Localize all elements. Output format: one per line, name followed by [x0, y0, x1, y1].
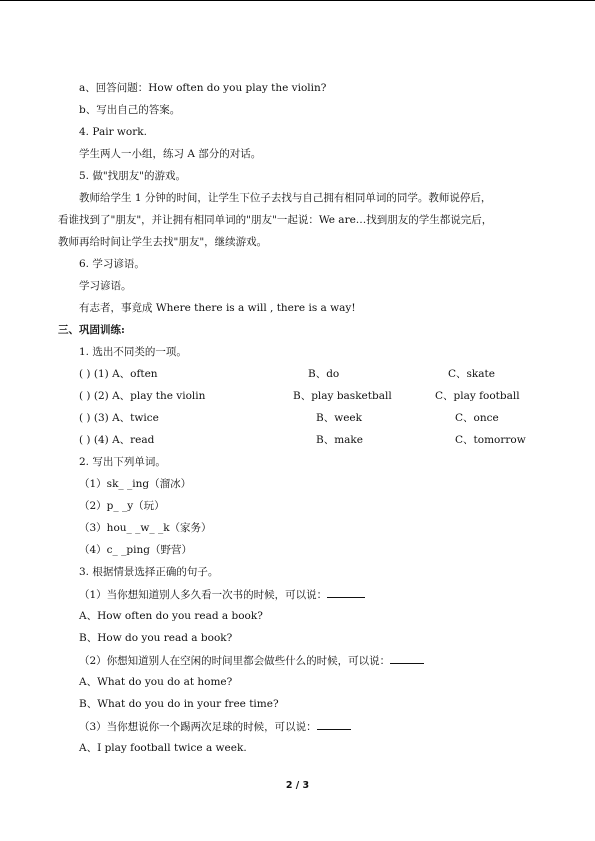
option-line: B、What do you do in your free time? — [79, 698, 279, 710]
option-line: A、How often do you read a book? — [79, 610, 263, 622]
page-number: 2 / 3 — [285, 780, 310, 791]
choice-c: C、play football — [435, 390, 520, 402]
choice-c: C、once — [455, 412, 499, 424]
option-line: B、How do you read a book? — [79, 632, 233, 644]
scenario-line — [79, 719, 351, 734]
question-title: 3. 根据情景选择正确的句子。 — [79, 566, 219, 578]
proverb-line: 有志者，事竟成 Where there is a will , there is a way! — [79, 302, 356, 314]
text-line: a、回答问题：How often do you play the violin? — [79, 82, 327, 94]
question-title: 2. 写出下列单词。 — [79, 456, 166, 468]
scenario-text: （2）你想知道别人在空闲的时间里都会做些什么的时候，可以说： — [79, 655, 391, 667]
word-item: （3）hou_ _w_ _k（家务） — [79, 522, 212, 534]
choice-a: ( ) (2) A、play the violin — [79, 390, 206, 402]
option-line: A、I play football twice a week. — [79, 742, 247, 754]
text-line: 学生两人一小组，练习 A 部分的对话。 — [79, 148, 262, 160]
text-line: 教师给学生 1 分钟的时间，让学生下位子去找与自己拥有相同单词的同学。教师说停后， — [79, 192, 492, 204]
text-line: 4. Pair work. — [79, 126, 147, 138]
option-line: A、What do you do at home? — [79, 676, 233, 688]
choice-b: B、play basketball — [293, 390, 392, 402]
text-line: b、写出自己的答案。 — [79, 104, 181, 116]
word-item: （1）sk_ _ing（溜冰） — [79, 478, 192, 490]
question-title: 1. 选出不同类的一项。 — [79, 346, 187, 358]
answer-blank — [390, 653, 424, 664]
choice-a: ( ) (4) A、read — [79, 434, 155, 446]
text-line: 看谁找到了"朋友"，并让拥有相同单词的"朋友"一起说：We are…找到朋友的学生都说完后， — [58, 214, 493, 226]
text-line: 6. 学习谚语。 — [79, 258, 145, 270]
choice-a: ( ) (3) A、twice — [79, 412, 159, 424]
text-line: 学习谚语。 — [79, 280, 132, 292]
answer-blank — [317, 719, 351, 730]
choice-c: C、skate — [448, 368, 495, 380]
text-line: 教师再给时间让学生去找"朋友"，继续游戏。 — [58, 236, 268, 248]
word-item: （2）p_ _y（玩） — [79, 500, 165, 512]
choice-b: B、do — [308, 368, 340, 380]
scenario-text: （1）当你想知道别人多久看一次书的时候，可以说： — [79, 589, 328, 601]
choice-a: ( ) (1) A、often — [79, 368, 158, 380]
choice-c: C、tomorrow — [455, 434, 526, 446]
choice-b: B、week — [316, 412, 362, 424]
answer-blank — [327, 587, 365, 598]
section-heading: 三、巩固训练: — [58, 324, 125, 336]
scenario-line — [79, 587, 365, 602]
text-line: 5. 做"找朋友"的游戏。 — [79, 170, 187, 182]
choice-b: B、make — [316, 434, 364, 446]
scenario-text: （3）当你想说你一个踢两次足球的时候，可以说： — [79, 721, 317, 733]
scenario-line — [79, 653, 424, 668]
top-rule — [0, 0, 595, 1]
word-item: （4）c_ _ping（野营） — [79, 544, 192, 556]
